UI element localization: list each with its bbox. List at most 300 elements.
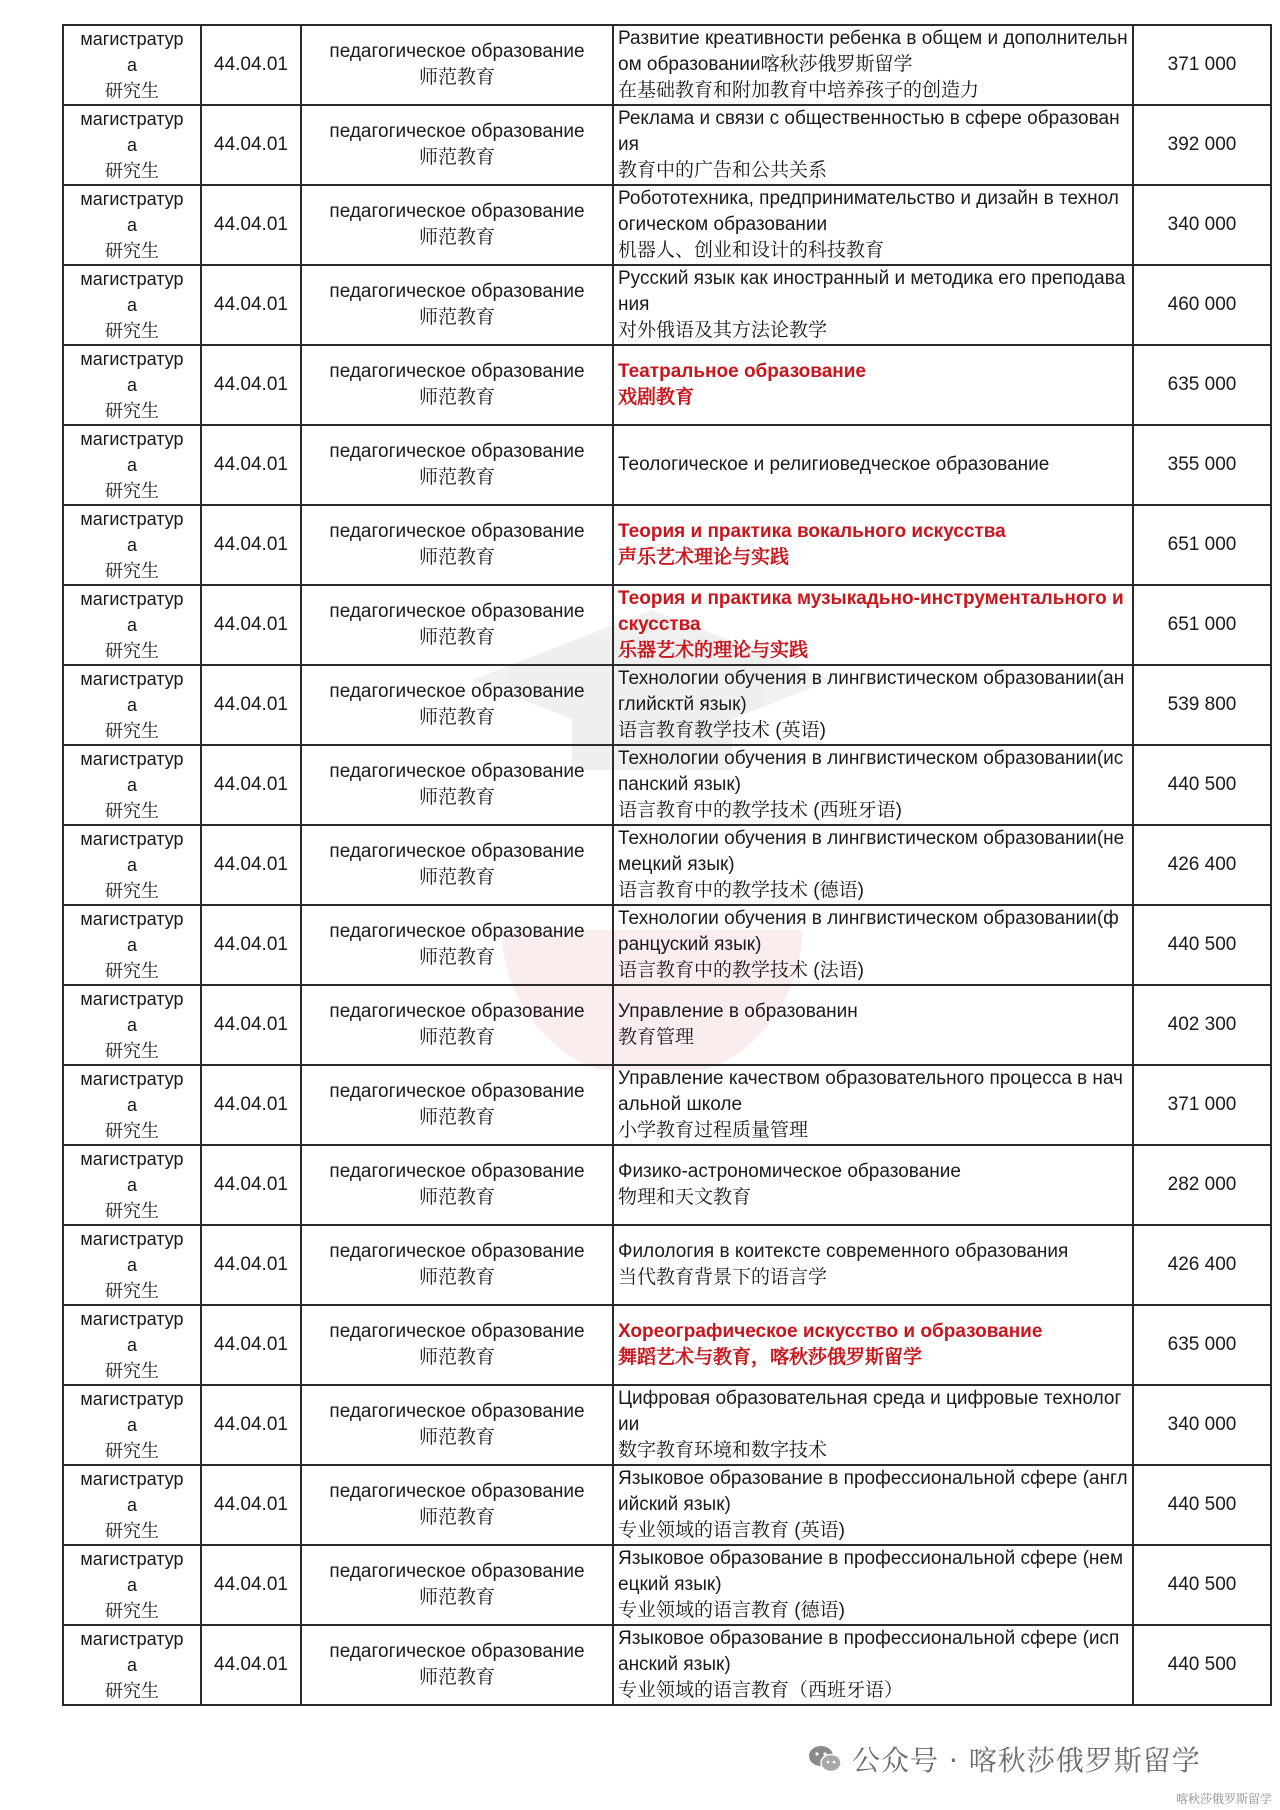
code-text: 44.04.01 bbox=[214, 1334, 288, 1355]
direction-ru-text: педагогическое образование bbox=[329, 1001, 585, 1022]
level-cn-text: 研究生 bbox=[105, 721, 159, 741]
program-cell bbox=[613, 905, 1133, 985]
level-ru-text-cont: а bbox=[126, 375, 137, 395]
price-cell bbox=[1133, 265, 1271, 345]
level-ru-text-cont: а bbox=[126, 1175, 137, 1195]
code-cell bbox=[201, 1225, 301, 1305]
direction-ru-text: педагогическое образование bbox=[329, 1561, 585, 1582]
table-row bbox=[63, 825, 1271, 905]
price-text: 392 000 bbox=[1167, 134, 1237, 155]
code-cell bbox=[201, 745, 301, 825]
price-text: 426 400 bbox=[1167, 854, 1237, 875]
program-cn-text: 小学教育过程质量管理 bbox=[618, 1120, 809, 1141]
level-cell bbox=[63, 1225, 201, 1305]
program-ru-text: Технологии обучения в лингвистическом образовании(испанский язык) bbox=[618, 748, 1124, 795]
level-cn-text: 研究生 bbox=[105, 641, 159, 661]
footer-signature bbox=[808, 1738, 1201, 1780]
program-cell bbox=[613, 585, 1133, 665]
level-ru-text: магистратур bbox=[80, 349, 184, 369]
direction-cn-text: 师范教育 bbox=[418, 947, 495, 968]
direction-ru-text: педагогическое образование bbox=[329, 201, 585, 222]
program-cn-text: 对外俄语及其方法论教学 bbox=[618, 320, 828, 341]
price-text: 440 500 bbox=[1167, 934, 1237, 955]
level-ru-text-cont: а bbox=[126, 855, 137, 875]
program-cn-text: 语言教育中的教学技术 (西班牙语) bbox=[618, 800, 902, 821]
level-cell bbox=[63, 185, 201, 265]
code-text: 44.04.01 bbox=[214, 934, 288, 955]
program-ru-text: Языковое образование в профессиональной сфере (английский язык) bbox=[618, 1468, 1128, 1515]
direction-cell bbox=[301, 1385, 613, 1465]
direction-ru-text: педагогическое образование bbox=[329, 361, 585, 382]
program-ru-text: Технологии обучения в лингвистическом образовании(английсктй язык) bbox=[618, 668, 1125, 715]
direction-cell bbox=[301, 745, 613, 825]
code-text: 44.04.01 bbox=[214, 854, 288, 875]
direction-cn-text: 师范教育 bbox=[418, 1347, 495, 1368]
table-row bbox=[63, 1145, 1271, 1225]
level-ru-text-cont: а bbox=[126, 1575, 137, 1595]
watermark-text: 喀秋莎俄罗斯留学 bbox=[1175, 1792, 1272, 1806]
program-cn-text: 教育管理 bbox=[618, 1027, 695, 1048]
program-cell bbox=[613, 265, 1133, 345]
program-ru-text: Технологии обучения в лингвистическом образовании(немецкий язык) bbox=[618, 828, 1125, 875]
level-ru-text: магистратур bbox=[80, 909, 184, 929]
program-ru-text: Теологическое и религиоведческое образование bbox=[618, 454, 1050, 475]
direction-cell bbox=[301, 1465, 613, 1545]
price-text: 371 000 bbox=[1167, 1094, 1237, 1115]
code-cell bbox=[201, 505, 301, 585]
level-cell bbox=[63, 105, 201, 185]
program-cell bbox=[613, 745, 1133, 825]
code-text: 44.04.01 bbox=[214, 214, 288, 235]
code-text: 44.04.01 bbox=[214, 134, 288, 155]
level-cell bbox=[63, 985, 201, 1065]
program-ru-text: Хореографическое искусство и образование bbox=[618, 1321, 1043, 1342]
code-text: 44.04.01 bbox=[214, 374, 288, 395]
level-ru-text: магистратур bbox=[80, 1389, 184, 1409]
direction-ru-text: педагогическое образование bbox=[329, 521, 585, 542]
direction-cell bbox=[301, 1305, 613, 1385]
wechat-icon bbox=[808, 1744, 842, 1774]
table-row bbox=[63, 1385, 1271, 1465]
price-cell bbox=[1133, 1305, 1271, 1385]
code-cell bbox=[201, 25, 301, 105]
direction-ru-text: педагогическое образование bbox=[329, 441, 585, 462]
code-text: 44.04.01 bbox=[214, 1414, 288, 1435]
direction-cn-text: 师范教育 bbox=[418, 1507, 495, 1528]
direction-cell bbox=[301, 1225, 613, 1305]
level-ru-text: магистратур bbox=[80, 1549, 184, 1569]
level-cn-text: 研究生 bbox=[105, 1121, 159, 1141]
program-cn-text: 教育中的广告和公共关系 bbox=[618, 160, 828, 181]
code-text: 44.04.01 bbox=[214, 1254, 288, 1275]
program-cell bbox=[613, 345, 1133, 425]
program-cell bbox=[613, 1625, 1133, 1705]
price-cell bbox=[1133, 745, 1271, 825]
direction-cell bbox=[301, 345, 613, 425]
code-cell bbox=[201, 1065, 301, 1145]
direction-cell bbox=[301, 505, 613, 585]
program-cell bbox=[613, 1305, 1133, 1385]
table-row bbox=[63, 25, 1271, 105]
price-text: 355 000 bbox=[1167, 454, 1237, 475]
direction-cn-text: 师范教育 bbox=[418, 1107, 495, 1128]
level-cn-text: 研究生 bbox=[105, 321, 159, 341]
code-cell bbox=[201, 265, 301, 345]
level-cn-text: 研究生 bbox=[105, 961, 159, 981]
level-cn-text: 研究生 bbox=[105, 1361, 159, 1381]
program-cell bbox=[613, 185, 1133, 265]
code-cell bbox=[201, 1145, 301, 1225]
code-cell bbox=[201, 585, 301, 665]
code-cell bbox=[201, 1625, 301, 1705]
code-cell bbox=[201, 905, 301, 985]
code-text: 44.04.01 bbox=[214, 1654, 288, 1675]
program-ru-text: Филология в коитексте современного образования bbox=[618, 1241, 1069, 1262]
code-text: 44.04.01 bbox=[214, 454, 288, 475]
code-text: 44.04.01 bbox=[214, 774, 288, 795]
direction-cell bbox=[301, 105, 613, 185]
table-row bbox=[63, 585, 1271, 665]
price-cell bbox=[1133, 1625, 1271, 1705]
code-cell bbox=[201, 1465, 301, 1545]
level-cell bbox=[63, 745, 201, 825]
program-ru-text: Языковое образование в профессиональной сфере (немецкий язык) bbox=[618, 1548, 1124, 1595]
table-row bbox=[63, 425, 1271, 505]
direction-ru-text: педагогическое образование bbox=[329, 1401, 585, 1422]
level-ru-text: магистратур bbox=[80, 829, 184, 849]
level-ru-text: магистратур bbox=[80, 269, 184, 289]
program-cell bbox=[613, 1225, 1133, 1305]
level-cell bbox=[63, 1145, 201, 1225]
price-text: 371 000 bbox=[1167, 54, 1237, 75]
direction-ru-text: педагогическое образование bbox=[329, 281, 585, 302]
program-cell bbox=[613, 1385, 1133, 1465]
table-row bbox=[63, 505, 1271, 585]
price-cell bbox=[1133, 665, 1271, 745]
level-ru-text: магистратур bbox=[80, 1069, 184, 1089]
program-ru-text: Теория и практика музыкадьно-инструментального искусства bbox=[618, 588, 1124, 635]
program-cn-text: 物理和天文教育 bbox=[618, 1187, 752, 1208]
program-cn-text: 语言教育中的教学技术 (德语) bbox=[618, 880, 864, 901]
program-ru-text: Управление качеством образовательного процесса в начальной школе bbox=[618, 1068, 1123, 1115]
program-ru-text: Теория и практика вокального искусства bbox=[618, 521, 1006, 542]
code-text: 44.04.01 bbox=[214, 694, 288, 715]
level-ru-text: магистратур bbox=[80, 669, 184, 689]
level-cn-text: 研究生 bbox=[105, 801, 159, 821]
price-text: 635 000 bbox=[1167, 374, 1237, 395]
level-cell bbox=[63, 1465, 201, 1545]
price-cell bbox=[1133, 1465, 1271, 1545]
direction-cn-text: 师范教育 bbox=[418, 467, 495, 488]
code-text: 44.04.01 bbox=[214, 614, 288, 635]
direction-ru-text: педагогическое образование bbox=[329, 41, 585, 62]
level-cell bbox=[63, 265, 201, 345]
price-cell bbox=[1133, 905, 1271, 985]
price-text: 460 000 bbox=[1167, 294, 1237, 315]
program-cell bbox=[613, 985, 1133, 1065]
level-ru-text-cont: а bbox=[126, 455, 137, 475]
program-ru-text: Русский язык как иностранный и методика его преподавания bbox=[618, 268, 1126, 315]
direction-cn-text: 师范教育 bbox=[418, 547, 495, 568]
level-cell bbox=[63, 1065, 201, 1145]
price-text: 440 500 bbox=[1167, 1574, 1237, 1595]
price-cell bbox=[1133, 1545, 1271, 1625]
direction-cell bbox=[301, 1065, 613, 1145]
level-cn-text: 研究生 bbox=[105, 1521, 159, 1541]
direction-ru-text: педагогическое образование bbox=[329, 1081, 585, 1102]
program-ru-text: Языковое образование в профессиональной сфере (испанский язык) bbox=[618, 1628, 1120, 1675]
price-text: 440 500 bbox=[1167, 1494, 1237, 1515]
direction-ru-text: педагогическое образование bbox=[329, 841, 585, 862]
level-ru-text-cont: а bbox=[126, 135, 137, 155]
level-cn-text: 研究生 bbox=[105, 1601, 159, 1621]
direction-ru-text: педагогическое образование bbox=[329, 1241, 585, 1262]
direction-cn-text: 师范教育 bbox=[418, 307, 495, 328]
direction-ru-text: педагогическое образование bbox=[329, 681, 585, 702]
direction-cn-text: 师范教育 bbox=[418, 707, 495, 728]
direction-ru-text: педагогическое образование bbox=[329, 1481, 585, 1502]
program-cn-text: 声乐艺术理论与实践 bbox=[618, 547, 790, 568]
level-cn-text: 研究生 bbox=[105, 481, 159, 501]
footer-label: 公众号 · 喀秋莎俄罗斯留学 bbox=[852, 1744, 1201, 1777]
table-row bbox=[63, 905, 1271, 985]
code-cell bbox=[201, 1305, 301, 1385]
level-cn-text: 研究生 bbox=[105, 561, 159, 581]
direction-cn-text: 师范教育 bbox=[418, 867, 495, 888]
direction-ru-text: педагогическое образование bbox=[329, 1161, 585, 1182]
code-cell bbox=[201, 1545, 301, 1625]
code-cell bbox=[201, 825, 301, 905]
price-cell bbox=[1133, 1225, 1271, 1305]
level-ru-text-cont: а bbox=[126, 1655, 137, 1675]
price-cell bbox=[1133, 345, 1271, 425]
table-row bbox=[63, 745, 1271, 825]
program-ru-text: Развитие креативности ребенка в общем и дополнительном образовании喀秋莎俄罗斯留学 bbox=[618, 28, 1128, 75]
direction-cn-text: 师范教育 bbox=[418, 387, 495, 408]
price-cell bbox=[1133, 585, 1271, 665]
price-cell bbox=[1133, 425, 1271, 505]
level-ru-text: магистратур bbox=[80, 989, 184, 1009]
direction-cn-text: 师范教育 bbox=[418, 1427, 495, 1448]
level-ru-text: магистратур bbox=[80, 1149, 184, 1169]
program-cell bbox=[613, 25, 1133, 105]
program-cn-text: 在基础教育和附加教育中培养孩子的创造力 bbox=[618, 80, 980, 101]
price-cell bbox=[1133, 1145, 1271, 1225]
level-cell bbox=[63, 25, 201, 105]
program-ru-text: Реклама и связи с общественностью в сфере образования bbox=[618, 108, 1120, 155]
program-cell bbox=[613, 1545, 1133, 1625]
table-row bbox=[63, 1065, 1271, 1145]
level-cn-text: 研究生 bbox=[105, 1681, 159, 1701]
direction-cell bbox=[301, 25, 613, 105]
direction-cn-text: 师范教育 bbox=[418, 1267, 495, 1288]
direction-cn-text: 师范教育 bbox=[418, 1667, 495, 1688]
table-row bbox=[63, 1225, 1271, 1305]
direction-cn-text: 师范教育 bbox=[418, 67, 495, 88]
direction-ru-text: педагогическое образование bbox=[329, 601, 585, 622]
direction-cn-text: 师范教育 bbox=[418, 627, 495, 648]
direction-cn-text: 师范教育 bbox=[418, 1187, 495, 1208]
program-cn-text: 专业领域的语言教育（西班牙语） bbox=[618, 1680, 904, 1701]
level-ru-text: магистратур bbox=[80, 1309, 184, 1329]
program-cn-text: 戏剧教育 bbox=[618, 387, 695, 408]
code-cell bbox=[201, 1385, 301, 1465]
price-text: 282 000 bbox=[1167, 1174, 1237, 1195]
table-row bbox=[63, 345, 1271, 425]
level-cell bbox=[63, 665, 201, 745]
code-text: 44.04.01 bbox=[214, 294, 288, 315]
direction-cell bbox=[301, 265, 613, 345]
level-ru-text: магистратур bbox=[80, 109, 184, 129]
level-ru-text: магистратур bbox=[80, 749, 184, 769]
code-cell bbox=[201, 105, 301, 185]
code-text: 44.04.01 bbox=[214, 1494, 288, 1515]
program-ru-text: Робототехника, предпринимательство и дизайн в технологическом образовании bbox=[618, 188, 1119, 235]
direction-ru-text: педагогическое образование bbox=[329, 761, 585, 782]
direction-ru-text: педагогическое образование bbox=[329, 1321, 585, 1342]
level-cn-text: 研究生 bbox=[105, 241, 159, 261]
direction-cell bbox=[301, 1545, 613, 1625]
level-ru-text-cont: а bbox=[126, 215, 137, 235]
direction-ru-text: педагогическое образование bbox=[329, 921, 585, 942]
level-cn-text: 研究生 bbox=[105, 1441, 159, 1461]
direction-cell bbox=[301, 585, 613, 665]
code-text: 44.04.01 bbox=[214, 534, 288, 555]
program-cn-text: 专业领域的语言教育 (英语) bbox=[618, 1520, 845, 1541]
level-cell bbox=[63, 1545, 201, 1625]
level-cn-text: 研究生 bbox=[105, 881, 159, 901]
level-ru-text: магистратур bbox=[80, 429, 184, 449]
price-text: 635 000 bbox=[1167, 1334, 1237, 1355]
direction-cell bbox=[301, 425, 613, 505]
price-text: 539 800 bbox=[1167, 694, 1237, 715]
price-cell bbox=[1133, 105, 1271, 185]
level-cn-text: 研究生 bbox=[105, 401, 159, 421]
level-cell bbox=[63, 825, 201, 905]
level-ru-text-cont: а bbox=[126, 615, 137, 635]
level-cn-text: 研究生 bbox=[105, 1201, 159, 1221]
table-body bbox=[63, 25, 1271, 1705]
level-cn-text: 研究生 bbox=[105, 1041, 159, 1061]
price-cell bbox=[1133, 985, 1271, 1065]
level-ru-text-cont: а bbox=[126, 1255, 137, 1275]
program-cell bbox=[613, 1465, 1133, 1545]
program-cell bbox=[613, 825, 1133, 905]
level-cn-text: 研究生 bbox=[105, 161, 159, 181]
level-ru-text: магистратур bbox=[80, 1629, 184, 1649]
level-ru-text-cont: а bbox=[126, 1095, 137, 1115]
program-ru-text: Управление в образованин bbox=[618, 1001, 858, 1022]
program-ru-text: Театральное образование bbox=[618, 361, 866, 382]
program-cn-text: 舞蹈艺术与教育，喀秋莎俄罗斯留学 bbox=[618, 1347, 923, 1368]
price-text: 426 400 bbox=[1167, 1254, 1237, 1275]
price-cell bbox=[1133, 25, 1271, 105]
program-cell bbox=[613, 425, 1133, 505]
direction-ru-text: педагогическое образование bbox=[329, 1641, 585, 1662]
table-row bbox=[63, 1625, 1271, 1705]
level-ru-text-cont: а bbox=[126, 1335, 137, 1355]
level-cell bbox=[63, 505, 201, 585]
program-cell bbox=[613, 665, 1133, 745]
program-cell bbox=[613, 505, 1133, 585]
level-ru-text-cont: а bbox=[126, 775, 137, 795]
table-row bbox=[63, 1465, 1271, 1545]
program-cell bbox=[613, 1145, 1133, 1225]
table-row bbox=[63, 265, 1271, 345]
level-ru-text: магистратур bbox=[80, 1229, 184, 1249]
table-row bbox=[63, 985, 1271, 1065]
program-ru-text: Физико-астрономическое образование bbox=[618, 1161, 961, 1182]
level-ru-text: магистратур bbox=[80, 589, 184, 609]
program-cn-text: 语言教育中的教学技术 (法语) bbox=[618, 960, 864, 981]
price-text: 440 500 bbox=[1167, 774, 1237, 795]
code-text: 44.04.01 bbox=[214, 1094, 288, 1115]
level-ru-text: магистратур bbox=[80, 29, 184, 49]
code-text: 44.04.01 bbox=[214, 1174, 288, 1195]
program-cell bbox=[613, 1065, 1133, 1145]
price-text: 340 000 bbox=[1167, 214, 1237, 235]
code-cell bbox=[201, 665, 301, 745]
level-cn-text: 研究生 bbox=[105, 81, 159, 101]
level-ru-text-cont: а bbox=[126, 535, 137, 555]
level-cell bbox=[63, 585, 201, 665]
code-text: 44.04.01 bbox=[214, 1574, 288, 1595]
price-cell bbox=[1133, 185, 1271, 265]
level-ru-text-cont: а bbox=[126, 295, 137, 315]
level-ru-text-cont: а bbox=[126, 55, 137, 75]
code-cell bbox=[201, 425, 301, 505]
code-text: 44.04.01 bbox=[214, 1014, 288, 1035]
table-row bbox=[63, 1545, 1271, 1625]
price-text: 440 500 bbox=[1167, 1654, 1237, 1675]
program-cn-text: 专业领域的语言教育 (德语) bbox=[618, 1600, 845, 1621]
program-ru-text: Технологии обучения в лингвистическом образовании(француский язык) bbox=[618, 908, 1119, 955]
program-ru-text: Цифровая образовательная среда и цифровые технологии bbox=[618, 1388, 1122, 1435]
level-ru-text-cont: а bbox=[126, 1015, 137, 1035]
level-cn-text: 研究生 bbox=[105, 1281, 159, 1301]
level-cell bbox=[63, 345, 201, 425]
level-cell bbox=[63, 1385, 201, 1465]
level-cell bbox=[63, 905, 201, 985]
price-cell bbox=[1133, 825, 1271, 905]
direction-cn-text: 师范教育 bbox=[418, 227, 495, 248]
direction-cell bbox=[301, 185, 613, 265]
table-row bbox=[63, 105, 1271, 185]
price-cell bbox=[1133, 505, 1271, 585]
price-cell bbox=[1133, 1385, 1271, 1465]
level-ru-text: магистратур bbox=[80, 1469, 184, 1489]
price-text: 402 300 bbox=[1167, 1014, 1237, 1035]
program-cn-text: 语言教育教学技术 (英语) bbox=[618, 720, 826, 741]
direction-cn-text: 师范教育 bbox=[418, 147, 495, 168]
level-ru-text: магистратур bbox=[80, 189, 184, 209]
program-cn-text: 数字教育环境和数字技术 bbox=[618, 1440, 828, 1461]
direction-cn-text: 师范教育 bbox=[418, 1027, 495, 1048]
direction-cell bbox=[301, 905, 613, 985]
price-text: 651 000 bbox=[1167, 534, 1237, 555]
level-ru-text-cont: а bbox=[126, 695, 137, 715]
level-ru-text-cont: а bbox=[126, 1415, 137, 1435]
direction-cn-text: 师范教育 bbox=[418, 1587, 495, 1608]
price-cell bbox=[1133, 1065, 1271, 1145]
level-cell bbox=[63, 1625, 201, 1705]
level-cell bbox=[63, 425, 201, 505]
code-cell bbox=[201, 185, 301, 265]
direction-cell bbox=[301, 825, 613, 905]
level-ru-text-cont: а bbox=[126, 935, 137, 955]
table-row bbox=[63, 665, 1271, 745]
level-cell bbox=[63, 1305, 201, 1385]
